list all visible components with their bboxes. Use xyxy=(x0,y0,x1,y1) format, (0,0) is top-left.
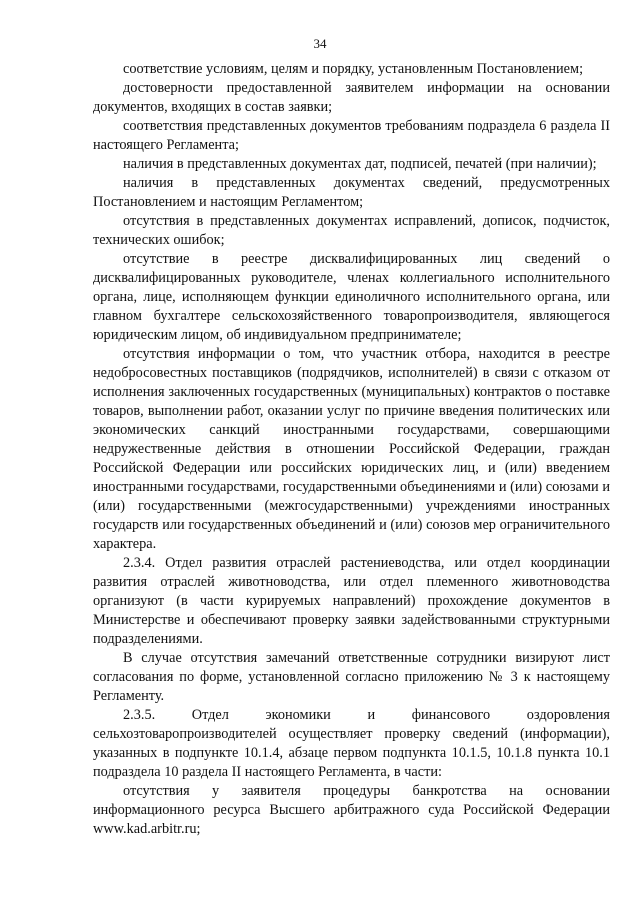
paragraph: соответствия представленных документов требованиям подраздела 6 раздела II настоящего Регламента; xyxy=(93,118,610,153)
paragraph: достоверности предоставленной заявителем информации на основании документов, входящих в состав заявки; xyxy=(93,80,610,115)
paragraph: отсутствия информации о том, что участник отбора, находится в реестре недобросовестных поставщиков (подрядчиков, исполнителей) в связи с отказом от исполнения заключенных государственных (муниципальных) контрактов о поставке товаров, выполнении работ, оказании услуг по причине введения политических или экономических санкций иностранными государствами, совершающими недружественные действия в отношении Российской Федерации, граждан Российской Федерации или российских юридических лиц, и (или) введением иностранными государствами, государственными объединениями и (или) союзами и (или) государственными (межгосударственными) учреждениями иностранных государств или государственных объединений и (или) союзов мер ограничительного характера. xyxy=(93,346,610,552)
page-number: 34 xyxy=(313,36,327,51)
body-text xyxy=(93,60,610,839)
paragraph: В случае отсутствия замечаний ответственные сотрудники визируют лист согласования по форме, установленной согласно приложению № 3 к настоящему Регламенту. xyxy=(93,650,610,704)
paragraph: наличия в представленных документах сведений, предусмотренных Постановлением и настоящим Регламентом; xyxy=(93,175,610,210)
paragraph: отсутствия у заявителя процедуры банкротства на основании информационного ресурса Высшего арбитражного суда Российской Федерации www.kad.arbitr.ru; xyxy=(93,783,610,837)
paragraph: соответствие условиям, целям и порядку, установленным Постановлением; xyxy=(123,61,584,77)
paragraph: 2.3.4. Отдел развития отраслей растениеводства, или отдел координации развития отраслей животноводства, или отдел племенного животноводства организуют (в части курируемых направлений) прохождение документов в Министерстве и обеспечивают проверку заявки задействованными структурными подразделениями. xyxy=(93,555,610,647)
paragraph: наличия в представленных документах дат, подписей, печатей (при наличии); xyxy=(123,156,597,172)
paragraph: 2.3.5. Отдел экономики и финансового оздоровления сельхозтоваропроизводителей осуществляет проверку сведений (информации), указанных в подпункте 10.1.4, абзаце первом подпункта 10.1.5, 10.1.8 пункта 10.1 подраздела 10 раздела II настоящего Регламента, в части: xyxy=(93,707,610,780)
paragraph: отсутствия в представленных документах исправлений, дописок, подчисток, технических ошибок; xyxy=(93,213,610,248)
paragraph: отсутствие в реестре дисквалифицированных лиц сведений о дисквалифицированных руководителе, членах коллегиального исполнительного органа, лице, исполняющем функции единоличного исполнительного органа, или главном бухгалтере сельскохозяйственного товаропроизводителя, являющегося юридическим лицом, об индивидуальном предпринимателе; xyxy=(93,251,610,343)
